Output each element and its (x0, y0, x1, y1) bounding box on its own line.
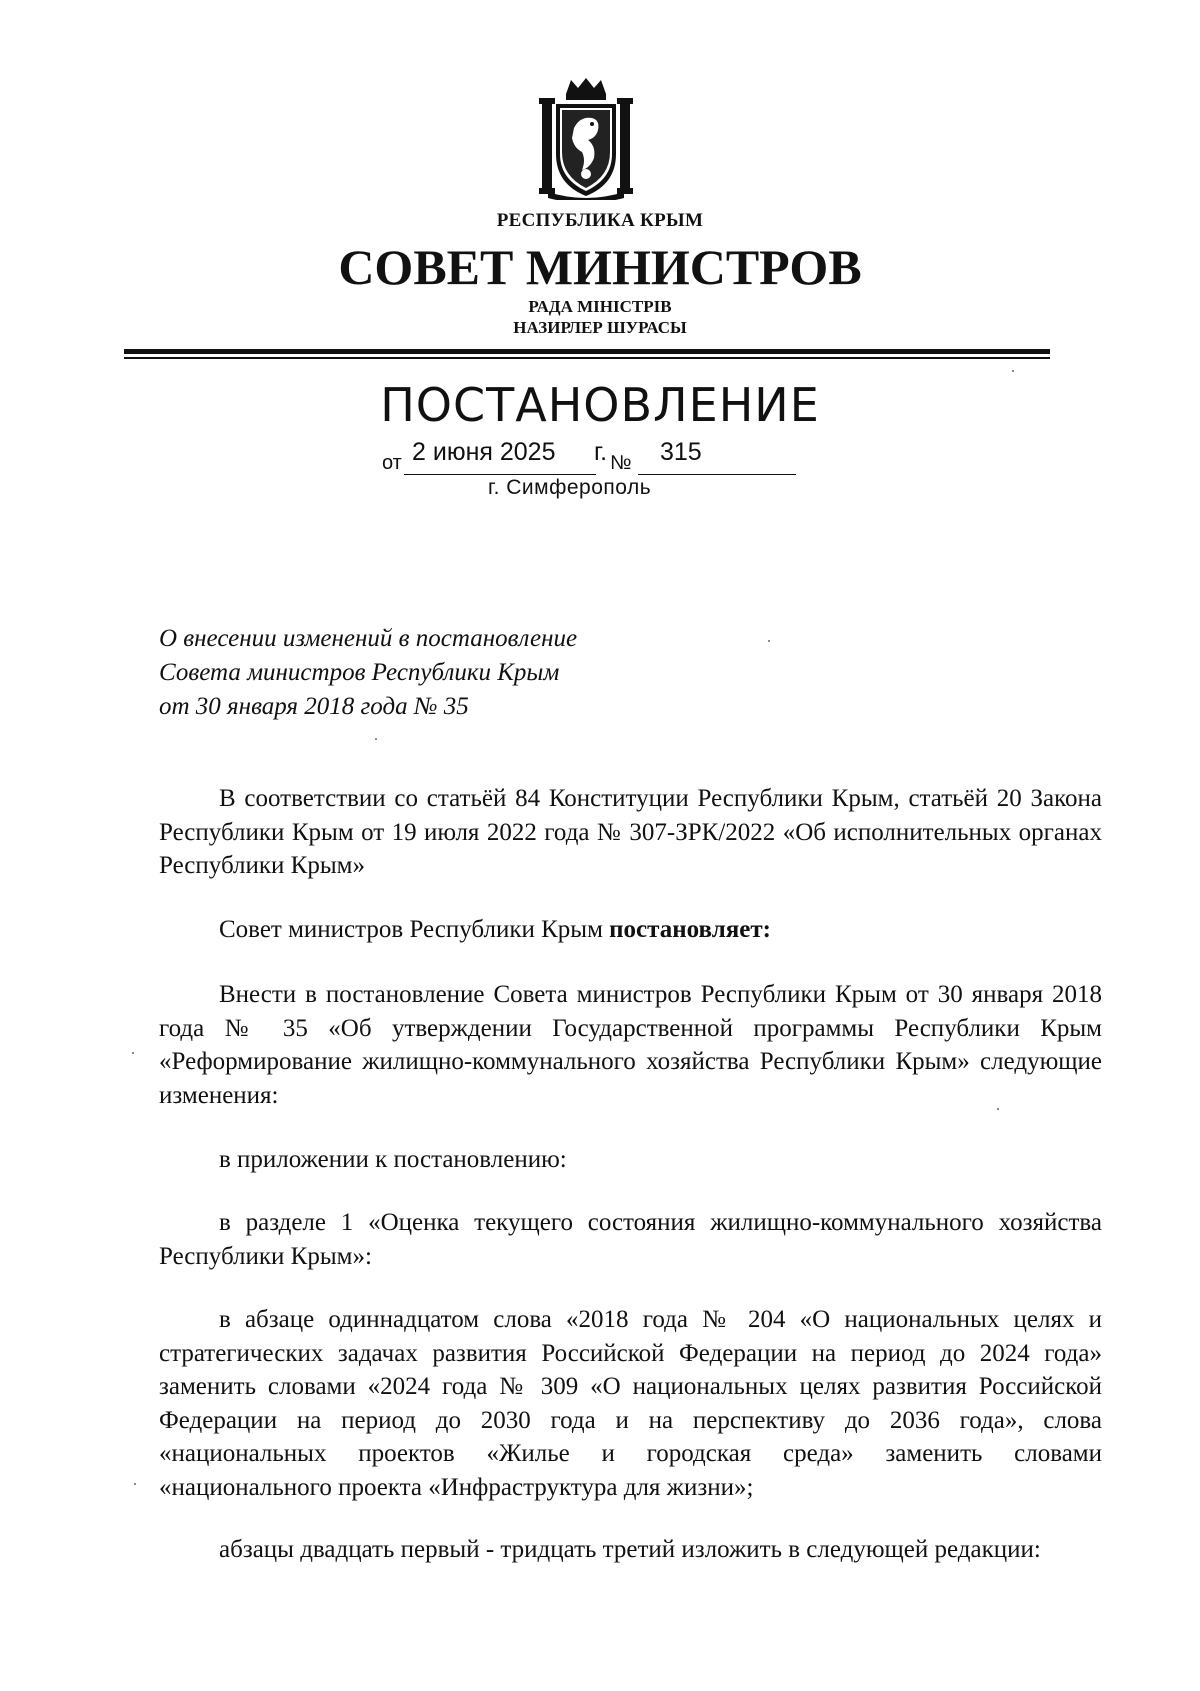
subject-line: О внесении изменений в постановление (159, 625, 578, 652)
document-type: ПОСТАНОВЛЕНИЕ (380, 378, 820, 432)
body-paragraph: в приложении к постановлению: (219, 1146, 567, 1173)
scan-speck (1012, 370, 1014, 372)
year-suffix: г. (594, 438, 608, 466)
document-number: 315 (660, 438, 702, 466)
scan-speck (768, 640, 770, 642)
document-date: 2 июня 2025 (412, 438, 556, 466)
body-paragraph: в абзаце одиннадцатом слова «2018 года № 204 «О национальных целях и стратегических задачах развития Российской Федерации на период до 2024 года» заменить словами «2024 года № 309 «О национальных целях развития Российской Федерации на период до 2030 года и на перспективу до 2036 года», слова «национальных проектов «Жилье и городская среда» заменить словами «национального проекта «Инфраструктура для жизни»; (159, 1306, 1102, 1501)
council-title: СОВЕТ МИНИСТРОВ (338, 239, 862, 295)
from-label: от (382, 452, 402, 474)
header-rule-thick (124, 349, 1050, 354)
city: г. Симферополь (488, 476, 652, 499)
scan-speck (997, 1108, 999, 1110)
header-rule-thin (124, 357, 1050, 359)
body-paragraph (159, 913, 1102, 947)
subject-line: Совета министров Республики Крым (159, 659, 560, 686)
body-paragraph: в разделе 1 «Оценка текущего состояния жилищно-коммунального хозяйства Республики Крым»: (159, 1209, 1102, 1270)
number-underline (638, 474, 796, 475)
body-paragraph: В соответствии со статьёй 84 Конституции Республики Крым, статьёй 20 Закона Республики Крым от 19 июля 2022 года № 307-ЗРК/2022 «Об исполнительных органах Республики Крым» (159, 785, 1102, 879)
scan-speck (375, 738, 377, 740)
resolves-word: постановляет: (609, 916, 771, 943)
scan-speck (134, 1483, 136, 1485)
council-title-ukrainian: РАДА МІНІСТРІВ (528, 297, 672, 316)
scan-speck (132, 1052, 134, 1054)
council-title-crimean-tatar: НАЗИРЛЕР ШУРАСЫ (513, 318, 687, 337)
resolution-lead: Совет министров Республики Крым (219, 916, 610, 943)
republic-title: РЕСПУБЛИКА КРЫМ (496, 210, 704, 231)
date-underline (404, 474, 596, 475)
body-paragraph: Внести в постановление Совета министров Республики Крым от 30 января 2018 года № 35 «Об утверждении Государственной программы Республики Крым «Реформирование жилищно-коммунального хозяйства Республики Крым» следующие изменения: (159, 981, 1102, 1109)
subject-line: от 30 января 2018 года № 35 (159, 693, 469, 720)
document-subject (159, 622, 577, 724)
body-paragraph: абзацы двадцать первый - тридцать третий изложить в следующей редакции: (219, 1536, 1041, 1563)
number-label: № (610, 452, 632, 474)
coat-of-arms-crimea-icon (536, 76, 636, 200)
